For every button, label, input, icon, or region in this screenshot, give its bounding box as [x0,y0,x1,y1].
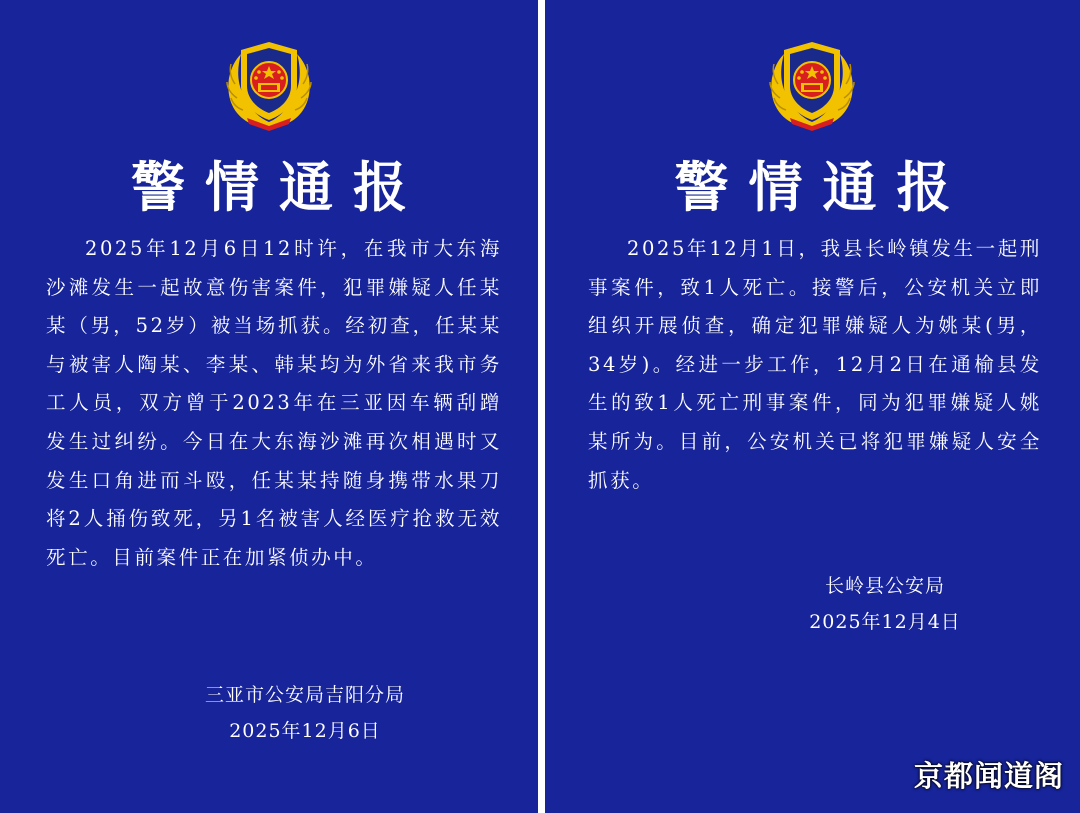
notice-body: 2025年12月6日12时许，在我市大东海沙滩发生一起故意伤害案件，犯罪嫌疑人任某某（男，52岁）被当场抓获。经初查，任某某与被害人陶某、李某、韩某均为外省来我市务工人员，双方曾于2023年在三亚因车辆刮蹭发生过纠纷。今日在大东海沙滩再次相遇时又发生口角进而斗殴，任某某持随身携带水果刀将2人捅伤致死，另1名被害人经医疗抢救无效死亡。目前案件正在加紧侦办中。 [46,237,502,569]
police-emblem-icon [221,34,317,132]
issuer: 三亚市公安局吉阳分局 [204,684,405,706]
notice-body: 2025年12月1日，我县长岭镇发生一起刑事案件，致1人死亡。接警后，公安机关立即组织开展侦查，确定犯罪嫌疑人为姚某(男，34岁)。经进一步工作，12月2日在通榆县发生的致1人死亡刑事案件，同为犯罪嫌疑人姚某所为。目前，公安机关已将犯罪嫌疑人安全抓获。 [588,237,1042,492]
notice-signature [785,568,985,640]
notice-signature [185,677,425,749]
right-notice-panel [545,0,1080,813]
police-emblem-icon [764,34,860,132]
issue-date: 2025年12月6日 [229,720,381,742]
issue-date: 2025年12月4日 [809,611,961,633]
watermark: 京都闻道阁 [913,759,1064,793]
left-notice-panel [0,0,538,813]
notice-title: 警情通报 [131,156,427,219]
issuer: 长岭县公安局 [824,575,945,597]
notice-title: 警情通报 [674,156,971,219]
